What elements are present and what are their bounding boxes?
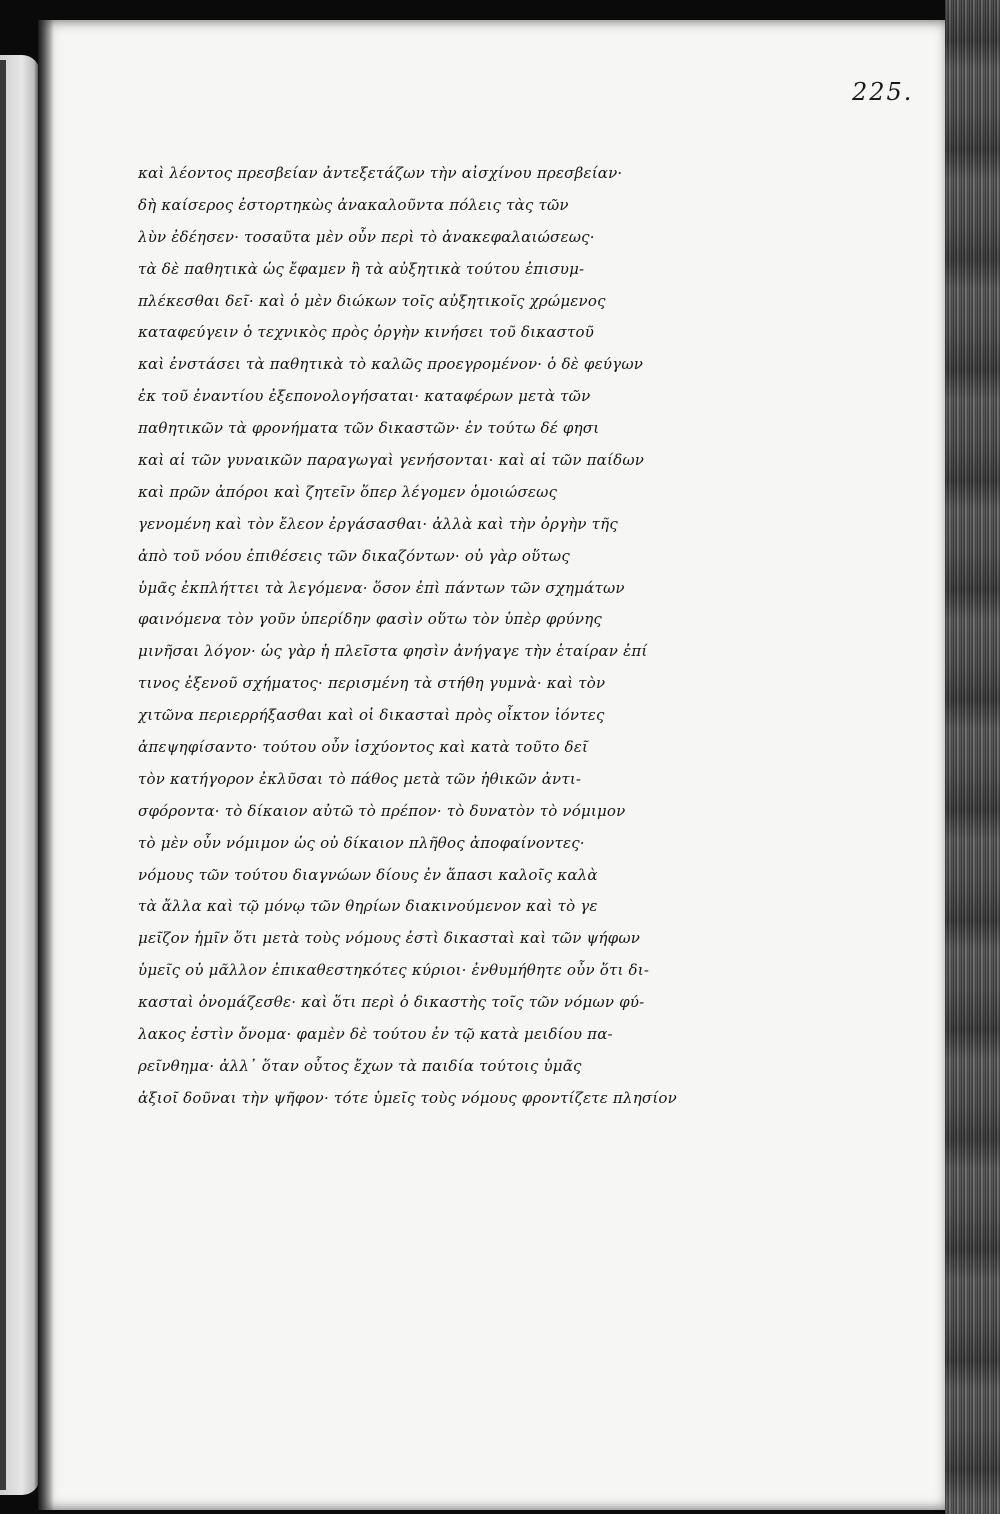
text-line: ὑμεῖς οὐ μᾶλλον ἐπικαθεστηκότες κύριοι· ἐνθυμήθητε οὖν ὅτι δι- [138, 961, 650, 980]
text-line: πλέκεσθαι δεῖ· καὶ ὁ μὲν διώκων τοῖς αὐξητικοῖς χρώμενος [138, 291, 606, 310]
page-gutter [38, 20, 54, 1510]
text-line: μεῖζον ἡμῖν ὅτι μετὰ τοὺς νόμους ἐστὶ δικασταὶ καὶ τῶν ψήφων [138, 929, 641, 948]
text-line: τὸ μὲν οὖν νόμιμον ὡς οὐ δίκαιον πλῆθος ἀποφαίνοντες· [138, 833, 585, 852]
text-line: καὶ ἐνστάσει τὰ παθητικὰ τὸ καλῶς προεγρομένον· ὁ δὲ φεύγων [138, 355, 644, 374]
previous-page-edge [0, 55, 40, 1495]
text-line: μινῆσαι λόγον· ὡς γὰρ ἡ πλεῖστα φησὶν ἀνήγαγε τὴν ἑταίραν ἐπί [138, 642, 648, 661]
text-line: χιτῶνα περιερρήξασθαι καὶ οἱ δικασταὶ πρὸς οἶκτον ἰόντες [138, 706, 605, 725]
text-line: δὴ καίσερος ἐστορτηκὼς ἀνακαλοῦντα πόλεις τὰς τῶν [138, 195, 569, 214]
manuscript-text [138, 158, 723, 1115]
text-line: ἐκ τοῦ ἐναντίου ἐξεπονολογήσαται· καταφέρων μετὰ τῶν [138, 387, 591, 406]
text-line: γενομένη καὶ τὸν ἔλεον ἐργάσασθαι· ἀλλὰ καὶ τὴν ὀργὴν τῆς [138, 514, 618, 533]
text-line: τὰ δὲ παθητικὰ ὡς ἔφαμεν ἢ τὰ αὐξητικὰ τούτου ἐπισυμ- [138, 259, 585, 278]
text-line: ἀπὸ τοῦ νόου ἐπιθέσεις τῶν δικαζόντων· οὐ γὰρ οὕτως [138, 546, 570, 565]
text-line: καταφεύγειν ὁ τεχνικὸς πρὸς ὀργὴν κινήσει τοῦ δικαστοῦ [138, 323, 595, 342]
text-line: κασταὶ ὀνομάζεσθε· καὶ ὅτι περὶ ὁ δικαστὴς τοῖς τῶν νόμων φύ- [138, 993, 645, 1012]
text-line: τὸν κατήγορον ἐκλῦσαι τὸ πάθος μετὰ τῶν ἠθικῶν ἀντι- [138, 769, 582, 788]
text-line: καὶ λέοντος πρεσβείαν ἀντεξετάζων τὴν αἰσχίνου πρεσβείαν· [138, 164, 623, 182]
binding-shadow [0, 60, 6, 1490]
text-line: ἀξιοῖ δοῦναι τὴν ψῆφον· τότε ὑμεῖς τοὺς νόμους φροντίζετε πλησίον [138, 1088, 677, 1107]
text-line: λακος ἐστὶν ὄνομα· φαμὲν δὲ τούτου ἐν τῷ κατὰ μειδίου πα- [138, 1025, 613, 1044]
text-line: νόμους τῶν τούτου διαγνώων δίους ἐν ἅπασι καλοῖς καλὰ [138, 865, 598, 884]
text-line: φαινόμενα τὸν γοῦν ὑπερίδην φασὶν οὕτω τὸν ὑπὲρ φρύνης [138, 610, 602, 629]
text-line: ἀπεψηφίσαντο· τούτου οὖν ἰσχύοντος καὶ κατὰ τοῦτο δεῖ [138, 738, 589, 757]
text-line: ὑμᾶς ἐκπλήττει τὰ λεγόμενα· ὅσον ἐπὶ πάντων τῶν σχημάτων [138, 578, 625, 597]
text-line: καὶ πρῶν ἀπόροι καὶ ζητεῖν ὅπερ λέγομεν ὁμοιώσεως [138, 482, 558, 501]
text-line: τινος ἐξενοῦ σχήματος· περισμένη τὰ στήθη γυμνὰ· καὶ τὸν [138, 674, 606, 693]
text-line: τὰ ἄλλα καὶ τῷ μόνῳ τῶν θηρίων διακινούμενον καὶ τὸ γε [138, 897, 598, 916]
text-line: καὶ αἱ τῶν γυναικῶν παραγωγαὶ γενήσονται· καὶ αἱ τῶν παίδων [138, 451, 645, 470]
text-line: ρεῖνθημα· ἀλλ᾽ ὅταν οὗτος ἔχων τὰ παιδία τούτοις ὑμᾶς [138, 1056, 582, 1075]
text-line: παθητικῶν τὰ φρονήματα τῶν δικαστῶν· ἐν τούτω δέ φησι [138, 419, 600, 438]
text-line: λὺν ἐδέησεν· τοσαῦτα μὲν οὖν περὶ τὸ ἀνακεφαλαιώσεως· [138, 227, 595, 246]
text-line: σφόροντα· τὸ δίκαιον αὐτῶ τὸ πρέπον· τὸ δυνατὸν τὸ νόμιμον [138, 801, 626, 820]
page-stack-edges [945, 0, 1000, 1514]
folio-number: 225. [852, 78, 914, 106]
